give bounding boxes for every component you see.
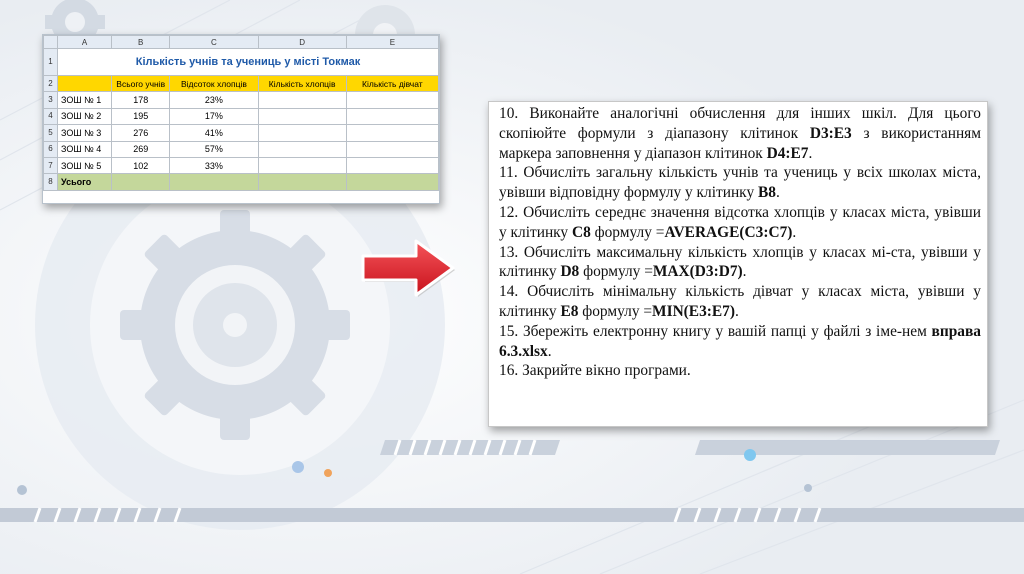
table-row xyxy=(44,141,439,157)
row-number: 5 xyxy=(44,125,58,141)
column-header: D xyxy=(258,36,346,49)
header-row xyxy=(44,76,439,92)
percent-cell: 33% xyxy=(170,157,258,173)
school-cell: ЗОШ № 5 xyxy=(58,157,112,173)
total-cell: 178 xyxy=(112,92,170,108)
header-cell: Кількість дівчат xyxy=(346,76,438,92)
total-cell-c xyxy=(170,174,258,190)
percent-cell: 57% xyxy=(170,141,258,157)
table-row xyxy=(44,157,439,173)
row-number: 3 xyxy=(44,92,58,108)
table-row xyxy=(44,108,439,124)
column-header-row xyxy=(44,36,439,49)
boys-cell xyxy=(258,108,346,124)
boys-cell xyxy=(258,92,346,108)
sheet-title: Кількість учнів та учениць у місті Токмак xyxy=(58,49,439,76)
row-number: 4 xyxy=(44,108,58,124)
column-header: E xyxy=(346,36,438,49)
row-number: 1 xyxy=(44,49,58,76)
row-number: 7 xyxy=(44,157,58,173)
girls-cell xyxy=(346,157,438,173)
column-header: C xyxy=(170,36,258,49)
girls-cell xyxy=(346,108,438,124)
row-number: 2 xyxy=(44,76,58,92)
instruction-12: 12. Обчисліть середнє значення відсотка хлопців у класах міста, увівши у клітинку C8 формулу =AVERAGE(C3:C7). xyxy=(499,203,981,241)
instruction-16: 16. Закрийте вікно програми. xyxy=(499,362,691,380)
total-cell: 102 xyxy=(112,157,170,173)
column-header: B xyxy=(112,36,170,49)
total-cell-b xyxy=(112,174,170,190)
instruction-11: 11. Обчисліть загальну кількість учнів та учениць у всіх школах міста, увівши відповідну формулу у клітинку B8. xyxy=(499,164,981,202)
girls-cell xyxy=(346,125,438,141)
row-number: 6 xyxy=(44,141,58,157)
table-row xyxy=(44,92,439,108)
column-header: A xyxy=(58,36,112,49)
boys-cell xyxy=(258,157,346,173)
school-cell: ЗОШ № 4 xyxy=(58,141,112,157)
header-cell: Кількість хлопців xyxy=(258,76,346,92)
table-row xyxy=(44,125,439,141)
school-cell: ЗОШ № 1 xyxy=(58,92,112,108)
instruction-14: 14. Обчисліть мінімальну кількість дівчат у класах міста, увівши у клітинку E8 формулу =MIN(E3:E7). xyxy=(499,283,981,320)
instruction-13: 13. Обчисліть максимальну кількість хлопців у класах мі-ста, увівши у клітинку D8 формулу =MAX(D3:D7). xyxy=(499,243,981,281)
header-cell: Всього учнів xyxy=(112,76,170,92)
school-cell: ЗОШ № 2 xyxy=(58,108,112,124)
school-cell: ЗОШ № 3 xyxy=(58,125,112,141)
header-cell xyxy=(58,76,112,92)
header-cell: Відсоток хлопців xyxy=(170,76,258,92)
girls-cell xyxy=(346,92,438,108)
percent-cell: 41% xyxy=(170,125,258,141)
total-cell-e xyxy=(346,174,438,190)
arrow-right-icon xyxy=(360,238,456,298)
total-cell-d xyxy=(258,174,346,190)
row-number: 8 xyxy=(44,174,58,190)
instructions-panel xyxy=(488,101,988,427)
total-row xyxy=(44,174,439,190)
total-cell: 276 xyxy=(112,125,170,141)
total-cell: 269 xyxy=(112,141,170,157)
percent-cell: 23% xyxy=(170,92,258,108)
spreadsheet-image xyxy=(42,34,440,204)
instruction-15: 15. Збережіть електронну книгу у вашій папці у файлі з іме-нем вправа 6.3.xlsx. xyxy=(499,322,981,360)
total-label: Усього xyxy=(58,174,112,190)
boys-cell xyxy=(258,125,346,141)
girls-cell xyxy=(346,141,438,157)
title-row xyxy=(44,49,439,76)
instruction-10: 10. Виконайте аналогічні обчислення для інших шкіл. Для цього скопіюйте формули з діапазону клітинок D3:E3 з використанням маркера заповнення у діапазон клітинок D4:E7. xyxy=(499,105,982,162)
total-cell: 195 xyxy=(112,108,170,124)
boys-cell xyxy=(258,141,346,157)
percent-cell: 17% xyxy=(170,108,258,124)
corner-cell xyxy=(44,36,58,49)
